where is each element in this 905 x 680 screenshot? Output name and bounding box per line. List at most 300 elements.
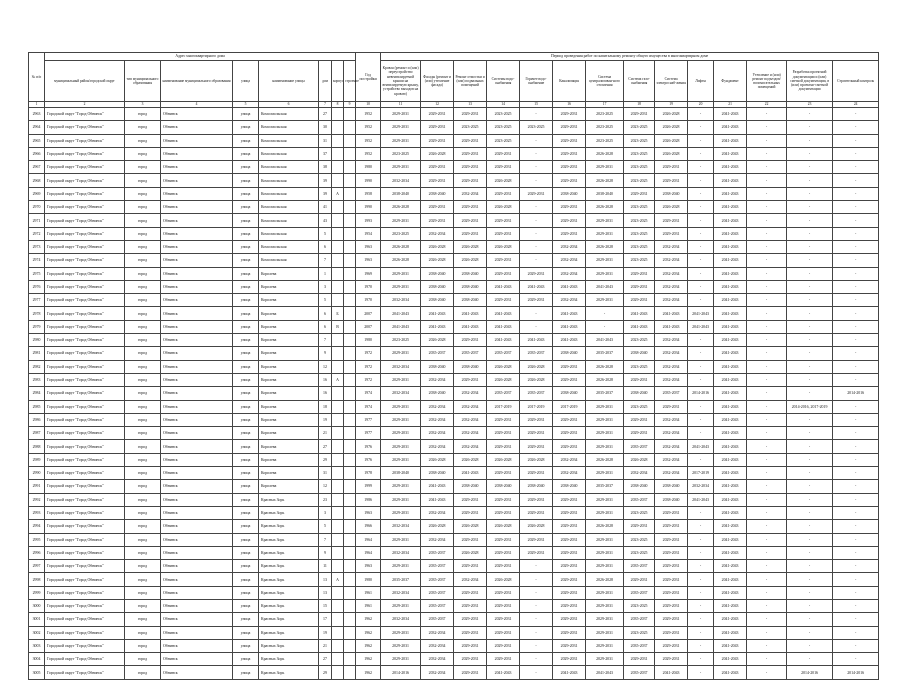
table-cell bbox=[332, 294, 344, 307]
table-cell: - bbox=[747, 520, 787, 533]
table-cell: - bbox=[688, 227, 714, 240]
table-cell: 2026-2028 bbox=[624, 453, 655, 466]
table-cell: 2971 bbox=[29, 214, 45, 227]
table-cell: Королева bbox=[259, 440, 319, 453]
table-cell: 2029-2031 bbox=[655, 626, 688, 639]
table-cell: 2026-2028 bbox=[421, 240, 454, 253]
table-row bbox=[29, 573, 879, 586]
table-cell: - bbox=[833, 240, 879, 253]
table-cell: улица bbox=[233, 108, 259, 121]
table-cell: 31 bbox=[319, 467, 332, 480]
table-cell bbox=[344, 520, 356, 533]
table-cell: 2038-2040 bbox=[655, 493, 688, 506]
table-cell: 2029-2031 bbox=[553, 373, 586, 386]
table-cell: 2029-2031 bbox=[624, 520, 655, 533]
table-cell: улица bbox=[233, 467, 259, 480]
table-cell: улица bbox=[233, 493, 259, 506]
table-cell: 2035-2037 bbox=[421, 613, 454, 626]
column-header: Канализация bbox=[553, 61, 586, 102]
table-cell: 2963 bbox=[29, 108, 45, 121]
table-cell: улица bbox=[233, 227, 259, 240]
table-cell: - bbox=[747, 147, 787, 160]
table-cell: город bbox=[125, 480, 161, 493]
table-cell: - bbox=[787, 533, 833, 546]
table-cell: улица bbox=[233, 320, 259, 333]
table-cell: - bbox=[787, 214, 833, 227]
table-cell: 2029-2031 bbox=[520, 187, 553, 200]
table-cell: - bbox=[747, 626, 787, 639]
table-cell bbox=[332, 280, 344, 293]
table-cell bbox=[344, 227, 356, 240]
table-cell bbox=[332, 214, 344, 227]
column-header: муниципальный район/городской округ bbox=[45, 61, 125, 102]
table-cell bbox=[344, 613, 356, 626]
column-number: 5 bbox=[233, 102, 259, 108]
table-row bbox=[29, 187, 879, 200]
table-cell: 2029-2031 bbox=[454, 214, 487, 227]
table-cell: 2041-2043 bbox=[714, 586, 747, 599]
table-cell: - bbox=[520, 161, 553, 174]
table-cell: 2035-2037 bbox=[421, 347, 454, 360]
table-cell: 2023-2025 bbox=[624, 400, 655, 413]
table-cell: 2023-2025 bbox=[381, 147, 421, 160]
table-cell: 2041-2043 bbox=[688, 493, 714, 506]
table-cell: 2029-2031 bbox=[553, 108, 586, 121]
column-number: 11 bbox=[381, 102, 421, 108]
table-cell: Городской округ "Город Обнинск" bbox=[45, 613, 125, 626]
table-cell: город bbox=[125, 639, 161, 652]
table-cell: 2029-2031 bbox=[586, 294, 624, 307]
table-cell: 2035-2037 bbox=[520, 347, 553, 360]
table-cell: улица bbox=[233, 626, 259, 639]
column-header: корпус bbox=[332, 61, 344, 102]
table-cell: 2038-2040 bbox=[421, 267, 454, 280]
table-cell: 2029-2031 bbox=[487, 639, 520, 652]
table-cell: Городской округ "Город Обнинск" bbox=[45, 307, 125, 320]
table-cell: Городской округ "Город Обнинск" bbox=[45, 121, 125, 134]
table-cell: 1977 bbox=[356, 427, 381, 440]
table-cell: Комсомольская bbox=[259, 134, 319, 147]
table-header bbox=[29, 53, 879, 108]
table-cell: 2029-2031 bbox=[624, 280, 655, 293]
table-cell: 2990 bbox=[29, 467, 45, 480]
table-cell: 2026-2028 bbox=[520, 373, 553, 386]
table-cell: 2035-2037 bbox=[624, 440, 655, 453]
table-cell: - bbox=[688, 453, 714, 466]
table-cell: 2032-2034 bbox=[421, 427, 454, 440]
table-cell: 2023-2025 bbox=[624, 360, 655, 373]
table-row bbox=[29, 533, 879, 546]
table-cell: улица bbox=[233, 187, 259, 200]
table-cell: 2029-2031 bbox=[586, 413, 624, 426]
table-cell: 2985 bbox=[29, 400, 45, 413]
table-cell: 2029-2031 bbox=[624, 573, 655, 586]
table-cell: 2029-2031 bbox=[553, 493, 586, 506]
table-cell: Обнинск bbox=[161, 161, 233, 174]
table-cell: 2029-2031 bbox=[487, 147, 520, 160]
table-cell: 1952 bbox=[356, 134, 381, 147]
table-cell: 2041-2043 bbox=[714, 493, 747, 506]
table-cell: Обнинск bbox=[161, 254, 233, 267]
column-header: Утепление и (или) ремонт подъездов/вспомогательных помещений bbox=[747, 61, 787, 102]
table-cell: 2029-2031 bbox=[553, 506, 586, 519]
table-cell: - bbox=[833, 227, 879, 240]
table-cell: 2029-2031 bbox=[553, 440, 586, 453]
table-cell: - bbox=[833, 373, 879, 386]
table-cell: 2029-2031 bbox=[381, 347, 421, 360]
table-cell: 2029-2031 bbox=[487, 467, 520, 480]
table-cell: 2041-2043 bbox=[714, 334, 747, 347]
capital-repair-schedule bbox=[28, 52, 878, 680]
header-group-row bbox=[29, 53, 879, 61]
table-cell: 2038-2040 bbox=[487, 480, 520, 493]
table-cell: 2041-2043 bbox=[714, 227, 747, 240]
table-cell: - bbox=[520, 613, 553, 626]
table-cell: Обнинск bbox=[161, 666, 233, 679]
table-cell: - bbox=[688, 546, 714, 559]
table-cell: - bbox=[747, 227, 787, 240]
table-cell: 2041-2043 bbox=[714, 440, 747, 453]
table-cell: 1974 bbox=[356, 400, 381, 413]
table-cell: Городской округ "Город Обнинск" bbox=[45, 347, 125, 360]
table-cell: город bbox=[125, 161, 161, 174]
table-cell: Городской округ "Город Обнинск" bbox=[45, 280, 125, 293]
table-cell: 2026-2028 bbox=[520, 520, 553, 533]
table-cell: 1964 bbox=[356, 533, 381, 546]
table-cell: Городской округ "Город Обнинск" bbox=[45, 147, 125, 160]
table-cell: 2032-2034 bbox=[381, 387, 421, 400]
table-cell bbox=[332, 440, 344, 453]
table-cell: 2029-2031 bbox=[421, 108, 454, 121]
table-cell: улица bbox=[233, 174, 259, 187]
table-cell: 17 bbox=[319, 613, 332, 626]
table-cell: Городской округ "Город Обнинск" bbox=[45, 493, 125, 506]
table-cell: 2041-2043 bbox=[421, 480, 454, 493]
table-cell: 1962 bbox=[356, 666, 381, 679]
table-cell: 2017-2019 bbox=[487, 400, 520, 413]
table-cell: 2038-2040 bbox=[586, 187, 624, 200]
table-cell: 2041-2043 bbox=[714, 480, 747, 493]
table-cell: 2041-2043 bbox=[714, 626, 747, 639]
table-cell: 2029-2031 bbox=[655, 214, 688, 227]
table-cell: Красных Зорь bbox=[259, 599, 319, 612]
table-row bbox=[29, 227, 879, 240]
table-cell: Обнинск bbox=[161, 493, 233, 506]
table-cell: 2029-2031 bbox=[624, 294, 655, 307]
table-cell: 7 bbox=[319, 334, 332, 347]
table-cell: - bbox=[688, 573, 714, 586]
table-cell: 2041-2043 bbox=[381, 320, 421, 333]
table-cell: 2029-2031 bbox=[421, 161, 454, 174]
table-cell: - bbox=[833, 254, 879, 267]
table-cell: 3004 bbox=[29, 653, 45, 666]
table-cell: 2029-2031 bbox=[586, 653, 624, 666]
table-cell: 2041-2043 bbox=[714, 400, 747, 413]
table-cell: Городской округ "Город Обнинск" bbox=[45, 626, 125, 639]
table-cell: 3005 bbox=[29, 666, 45, 679]
table-cell: 2041-2043 bbox=[714, 347, 747, 360]
table-cell: - bbox=[688, 560, 714, 573]
table-cell: улица bbox=[233, 639, 259, 652]
table-cell: 2029-2031 bbox=[520, 413, 553, 426]
table-cell: Обнинск bbox=[161, 427, 233, 440]
table-cell: - bbox=[787, 453, 833, 466]
table-cell: - bbox=[747, 187, 787, 200]
table-cell: 2026-2028 bbox=[487, 453, 520, 466]
table-cell: 2029-2031 bbox=[487, 613, 520, 626]
table-cell: 2029-2031 bbox=[553, 360, 586, 373]
table-cell: Обнинск bbox=[161, 174, 233, 187]
table-cell: 2029-2031 bbox=[381, 506, 421, 519]
table-cell: Обнинск bbox=[161, 586, 233, 599]
table-cell: 2032-2034 bbox=[655, 453, 688, 466]
table-cell bbox=[332, 506, 344, 519]
table-cell: 1952 bbox=[356, 108, 381, 121]
table-cell: 2023-2025 bbox=[624, 161, 655, 174]
table-cell: - bbox=[833, 121, 879, 134]
table-cell: 37 bbox=[319, 147, 332, 160]
table-cell: 13 bbox=[319, 586, 332, 599]
table-cell bbox=[332, 666, 344, 679]
table-cell: Обнинск bbox=[161, 480, 233, 493]
table-cell: город bbox=[125, 560, 161, 573]
table-cell: город bbox=[125, 134, 161, 147]
table-cell: 2041-2043 bbox=[714, 187, 747, 200]
column-number: 13 bbox=[454, 102, 487, 108]
table-cell: 2035-2037 bbox=[421, 546, 454, 559]
column-header: Лифты bbox=[688, 61, 714, 102]
table-cell: 2029-2031 bbox=[586, 639, 624, 652]
table-cell: - bbox=[747, 320, 787, 333]
table-cell: 2038-2040 bbox=[553, 347, 586, 360]
table-cell bbox=[344, 400, 356, 413]
table-cell: 2029-2031 bbox=[454, 174, 487, 187]
table-cell: - bbox=[833, 347, 879, 360]
table-cell: город bbox=[125, 201, 161, 214]
table-cell: 2014-2016 bbox=[688, 387, 714, 400]
table-cell: 2029-2031 bbox=[421, 134, 454, 147]
table-cell: Городской округ "Город Обнинск" bbox=[45, 294, 125, 307]
column-header: дом bbox=[319, 61, 332, 102]
table-cell: 2041-2043 bbox=[381, 307, 421, 320]
table-cell: 2038-2040 bbox=[421, 280, 454, 293]
table-cell: 2026-2028 bbox=[421, 334, 454, 347]
table-cell: город bbox=[125, 453, 161, 466]
table-cell: Красных Зорь bbox=[259, 573, 319, 586]
table-cell: улица bbox=[233, 267, 259, 280]
table-cell: улица bbox=[233, 599, 259, 612]
table-cell: 2968 bbox=[29, 174, 45, 187]
table-cell: - bbox=[833, 214, 879, 227]
table-cell: 2029-2031 bbox=[553, 613, 586, 626]
table-cell: 2029-2031 bbox=[454, 147, 487, 160]
table-cell: 2032-2034 bbox=[655, 347, 688, 360]
table-cell: Городской округ "Город Обнинск" bbox=[45, 586, 125, 599]
table-cell: 2041-2043 bbox=[688, 320, 714, 333]
table-cell: 2032-2034 bbox=[421, 533, 454, 546]
table-cell: 2041-2043 bbox=[487, 334, 520, 347]
table-cell: Королева bbox=[259, 467, 319, 480]
table-cell: - bbox=[688, 586, 714, 599]
table-cell: 2029-2031 bbox=[487, 227, 520, 240]
column-number: 24 bbox=[833, 102, 879, 108]
table-cell: 2038-2040 bbox=[421, 360, 454, 373]
table-cell: Красных Зорь bbox=[259, 639, 319, 652]
table-cell: 2023-2025 bbox=[454, 121, 487, 134]
table-cell: - bbox=[747, 360, 787, 373]
table-cell: 2032-2034 bbox=[381, 520, 421, 533]
table-cell bbox=[332, 493, 344, 506]
table-cell: 2970 bbox=[29, 201, 45, 214]
table-cell bbox=[344, 161, 356, 174]
table-cell: 2029-2031 bbox=[655, 174, 688, 187]
table-cell bbox=[332, 653, 344, 666]
table-cell: 2023-2025 bbox=[624, 254, 655, 267]
column-header: Строительный контроль bbox=[833, 61, 879, 102]
table-cell: - bbox=[747, 347, 787, 360]
column-number: 16 bbox=[553, 102, 586, 108]
column-header: Горячее водо-снабжение bbox=[520, 61, 553, 102]
table-cell: улица bbox=[233, 666, 259, 679]
table-cell: Городской округ "Город Обнинск" bbox=[45, 639, 125, 652]
table-cell: - bbox=[520, 134, 553, 147]
table-cell bbox=[332, 174, 344, 187]
table-cell: 2994 bbox=[29, 520, 45, 533]
table-cell: 2032-2034 bbox=[553, 254, 586, 267]
table-cell: 2981 bbox=[29, 347, 45, 360]
table-cell: 2029-2031 bbox=[421, 214, 454, 227]
table-cell: - bbox=[688, 626, 714, 639]
table-cell: 2029-2031 bbox=[586, 161, 624, 174]
table-cell: Королева bbox=[259, 387, 319, 400]
table-cell: улица bbox=[233, 360, 259, 373]
table-cell: 1954 bbox=[356, 227, 381, 240]
table-cell: Городской округ "Город Обнинск" bbox=[45, 546, 125, 559]
table-cell: - bbox=[520, 666, 553, 679]
table-cell: 1963 bbox=[356, 506, 381, 519]
table-cell: 2029-2031 bbox=[520, 493, 553, 506]
table-cell: Комсомольская bbox=[259, 240, 319, 253]
table-cell: 2029-2031 bbox=[381, 121, 421, 134]
table-cell: 2035-2037 bbox=[586, 387, 624, 400]
table-cell: - bbox=[747, 666, 787, 679]
table-cell: 2029-2031 bbox=[553, 134, 586, 147]
table-cell: Комсомольская bbox=[259, 227, 319, 240]
table-cell: 2041-2043 bbox=[553, 280, 586, 293]
table-cell bbox=[344, 413, 356, 426]
table-cell: А bbox=[332, 373, 344, 386]
table-cell: 1974 bbox=[356, 387, 381, 400]
period-group-header: Период проведения работ по капитальному ремонту общего имущества в многоквартирном доме bbox=[381, 53, 879, 61]
table-cell: 2014-2016 bbox=[787, 666, 833, 679]
column-header: Фундамент bbox=[714, 61, 747, 102]
table-cell: 2041-2043 bbox=[487, 280, 520, 293]
table-cell: Королева bbox=[259, 334, 319, 347]
table-cell: 1976 bbox=[356, 440, 381, 453]
table-cell: 2989 bbox=[29, 453, 45, 466]
table-cell: 39 bbox=[319, 187, 332, 200]
table-cell: - bbox=[833, 599, 879, 612]
table-cell: - bbox=[520, 108, 553, 121]
table-cell: 2984 bbox=[29, 387, 45, 400]
table-cell: 2032-2034 bbox=[655, 467, 688, 480]
table-cell: - bbox=[787, 560, 833, 573]
table-cell: - bbox=[787, 467, 833, 480]
table-cell: - bbox=[747, 280, 787, 293]
table-cell: - bbox=[787, 413, 833, 426]
table-cell: 2032-2034 bbox=[381, 586, 421, 599]
table-cell: 2029-2031 bbox=[381, 400, 421, 413]
table-cell bbox=[344, 187, 356, 200]
table-cell: Обнинск bbox=[161, 506, 233, 519]
table-cell: 27 bbox=[319, 108, 332, 121]
table-row bbox=[29, 413, 879, 426]
table-cell: Обнинск bbox=[161, 533, 233, 546]
table-cell: 2029-2031 bbox=[655, 613, 688, 626]
table-cell: В bbox=[332, 320, 344, 333]
column-number: 23 bbox=[787, 102, 833, 108]
table-cell: 2032-2034 bbox=[421, 506, 454, 519]
table-cell: 2026-2028 bbox=[381, 201, 421, 214]
table-cell bbox=[332, 387, 344, 400]
table-cell: 2029-2031 bbox=[553, 427, 586, 440]
table-cell: 2029-2031 bbox=[454, 134, 487, 147]
table-cell: 2029-2031 bbox=[487, 546, 520, 559]
table-cell: 2029-2031 bbox=[586, 506, 624, 519]
table-body bbox=[29, 108, 879, 680]
table-cell: 2014-2016, 2017-2019 bbox=[787, 400, 833, 413]
table-cell: - bbox=[747, 294, 787, 307]
table-cell: Городской округ "Город Обнинск" bbox=[45, 666, 125, 679]
table-cell: 2035-2037 bbox=[624, 639, 655, 652]
table-cell: Обнинск bbox=[161, 108, 233, 121]
table-cell: - bbox=[833, 307, 879, 320]
table-cell: 2041-2043 bbox=[714, 599, 747, 612]
table-cell: улица bbox=[233, 121, 259, 134]
table-cell: Городской округ "Город Обнинск" bbox=[45, 413, 125, 426]
table-cell: 2007 bbox=[356, 320, 381, 333]
table-cell: 2041-2043 bbox=[553, 666, 586, 679]
table-cell bbox=[344, 147, 356, 160]
table-row bbox=[29, 520, 879, 533]
table-cell: 2026-2028 bbox=[655, 134, 688, 147]
table-cell: 2041-2043 bbox=[714, 520, 747, 533]
table-cell: Обнинск bbox=[161, 413, 233, 426]
table-cell: 2041-2043 bbox=[714, 294, 747, 307]
table-cell bbox=[344, 453, 356, 466]
table-cell: 2029-2031 bbox=[381, 134, 421, 147]
table-cell: 2035-2037 bbox=[421, 560, 454, 573]
table-cell bbox=[332, 240, 344, 253]
table-cell: - bbox=[520, 174, 553, 187]
table-cell bbox=[344, 267, 356, 280]
table-cell: 2029-2031 bbox=[624, 653, 655, 666]
table-cell: 1972 bbox=[356, 373, 381, 386]
table-cell: - bbox=[787, 267, 833, 280]
table-cell: Обнинск bbox=[161, 307, 233, 320]
table-cell: 2026-2028 bbox=[421, 520, 454, 533]
table-cell: 2026-2028 bbox=[586, 174, 624, 187]
table-cell: 2023-2025 bbox=[381, 227, 421, 240]
table-cell: Красных Зорь bbox=[259, 520, 319, 533]
table-cell: 2035-2037 bbox=[520, 387, 553, 400]
table-cell: 2032-2034 bbox=[553, 294, 586, 307]
table-cell: Городской округ "Город Обнинск" bbox=[45, 267, 125, 280]
table-cell: - bbox=[787, 187, 833, 200]
table-cell bbox=[332, 480, 344, 493]
table-cell: 2041-2043 bbox=[714, 121, 747, 134]
table-cell: - bbox=[688, 400, 714, 413]
